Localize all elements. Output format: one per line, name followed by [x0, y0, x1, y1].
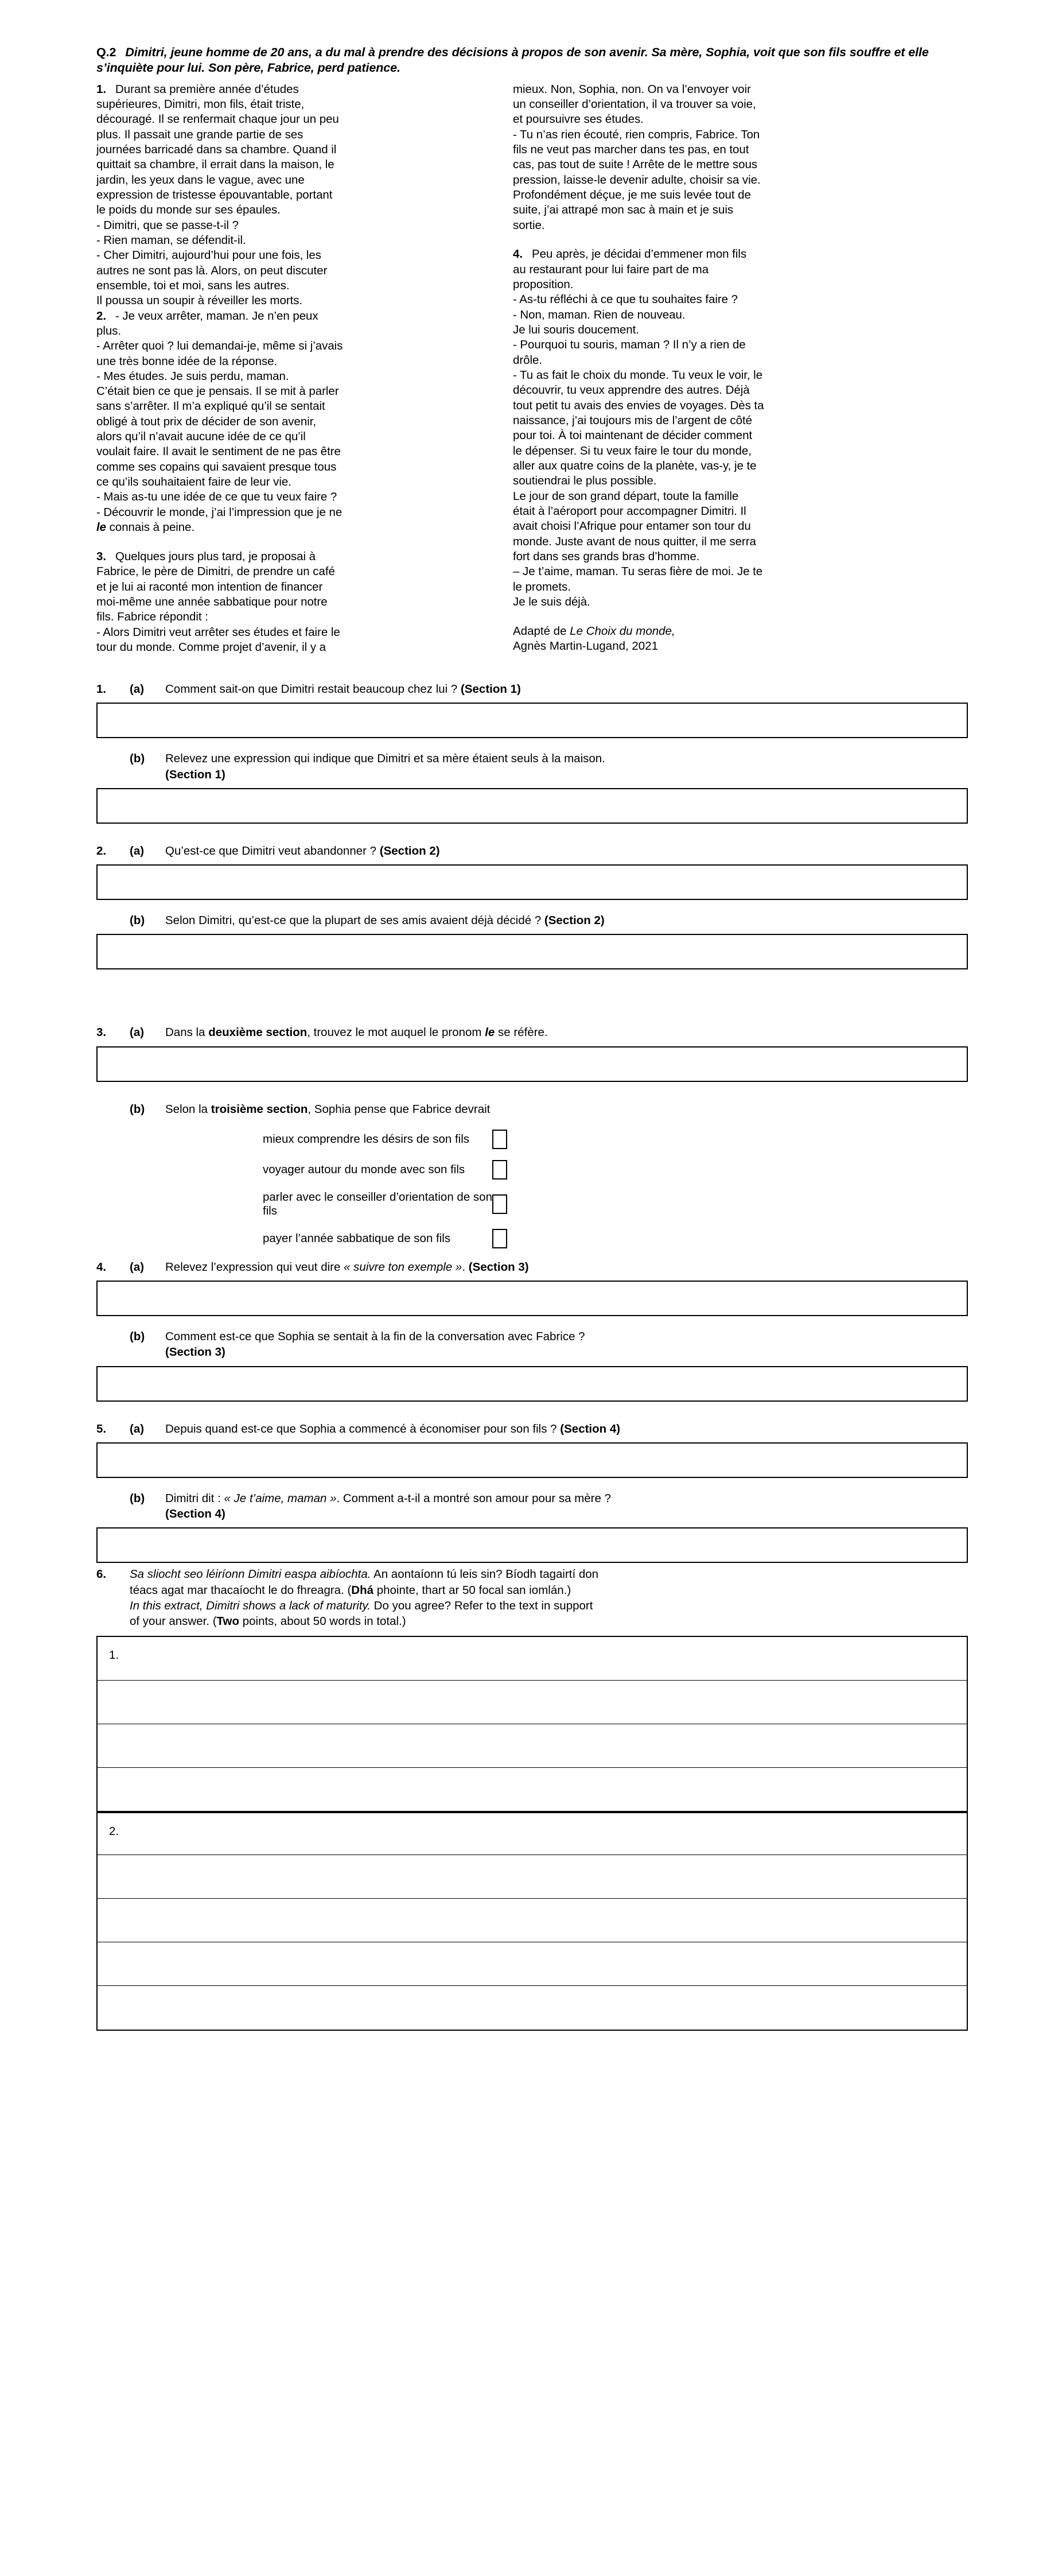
- answer-box-5a[interactable]: [96, 1442, 968, 1478]
- option-row[interactable]: [96, 1130, 968, 1149]
- question-6-english-part2b: points, about 50 words in total.): [239, 1615, 406, 1628]
- question-1-number: 1.: [96, 682, 107, 696]
- checkbox-option-4[interactable]: [492, 1229, 507, 1248]
- option-label-2: voyager autour du monde avec son fils: [263, 1162, 465, 1176]
- section-2-number: 2.: [96, 309, 106, 323]
- answer-row[interactable]: [98, 1855, 967, 1899]
- question-5a-text: [165, 1421, 968, 1437]
- answer-row[interactable]: [98, 1899, 967, 1942]
- answer-row[interactable]: [98, 1986, 967, 2030]
- question-1b-letter: (b): [130, 752, 145, 766]
- question-5a-letter: (a): [130, 1422, 145, 1436]
- section-1-number: 1.: [96, 82, 106, 96]
- option-label-1: mieux comprendre les désirs de son fils: [263, 1132, 470, 1146]
- extract-attribution: [513, 624, 909, 654]
- question-6: [96, 1566, 968, 1629]
- question-5b-letter: (b): [130, 1491, 145, 1505]
- extract-left-column: [96, 82, 492, 655]
- question-2b-section-ref: (Section 2): [544, 914, 605, 928]
- question-5b-text: [165, 1491, 968, 1522]
- answer-row[interactable]: [98, 1942, 967, 1986]
- question-3a-prompt-part3: se réfère.: [495, 1026, 548, 1039]
- answer-box-2a[interactable]: [96, 864, 968, 900]
- question-2a-letter: (a): [130, 844, 145, 858]
- question-3a-section-emphasis: deuxième section: [208, 1026, 308, 1039]
- question-3-number: 3.: [96, 1026, 107, 1039]
- answer-row-point-2[interactable]: [98, 1811, 967, 1855]
- extract-intro-text: Dimitri, jeune homme de 20 ans, a du mal à prendre des décisions à propos de son avenir. Sa mère, Sophia, voit que son fils souffre et elle s’inquiète pour lui. Son père, Fabrice, perd patience.: [96, 45, 929, 75]
- question-2b-text: [165, 913, 968, 928]
- question-4a-text: [165, 1259, 968, 1275]
- question-4a-prompt-part2: .: [462, 1260, 469, 1274]
- question-6-number: 6.: [96, 1568, 107, 1581]
- pronoun-le-highlight: le: [96, 521, 106, 534]
- point-1-label: 1.: [109, 1648, 119, 1662]
- extract-section-1: [96, 82, 492, 309]
- question-3b-options: [96, 1130, 968, 1248]
- question-4a: [96, 1259, 968, 1275]
- question-3a-letter: (a): [130, 1026, 145, 1039]
- extract-question-number: Q.2: [96, 45, 116, 59]
- attribution-prefix: Adapté de: [513, 624, 570, 638]
- question-3b-text: [165, 1101, 968, 1117]
- answer-box-4a[interactable]: [96, 1281, 968, 1316]
- question-2a: [96, 843, 968, 859]
- question-5b-prompt-part2: . Comment a-t-il a montré son amour pour sa mère ?: [336, 1491, 612, 1505]
- answer-box-4b[interactable]: [96, 1366, 968, 1402]
- question-3b-prompt-part1: Selon la: [165, 1102, 211, 1116]
- question-4a-quote: « suivre ton exemple »: [344, 1260, 462, 1274]
- question-4b-text: [165, 1329, 968, 1360]
- question-4a-letter: (a): [130, 1260, 145, 1274]
- answer-row[interactable]: [98, 1724, 967, 1768]
- question-6-irish-statement: Sa sliocht seo léiríonn Dimitri easpa aibíochta.: [130, 1568, 371, 1581]
- question-1a-prompt: Comment sait-on que Dimitri restait beaucoup chez lui ?: [165, 682, 461, 696]
- extract-section-2: [96, 309, 492, 536]
- answer-box-5b[interactable]: [96, 1527, 968, 1563]
- question-6-text: [130, 1566, 968, 1629]
- question-6-answer-table[interactable]: [96, 1636, 968, 2031]
- question-1a-text: [165, 681, 968, 697]
- section-1-body: Durant sa première année d’études supérieures, Dimitri, mon fils, était triste, découragé. Il se renfermait chaque jour un peu plus. Il passait une grande partie de ses journées barricadé dans sa chambre. Quand il quittait sa chambre, il errait dans la maison, le jardin, les yeux dans le vague, avec une expression de tristesse épouvantable, portant le poids du monde sur ses épaules. - Dimitri, que se passe-t-il ? - Rien maman, se défendit-il. - Cher Dimitri, aujourd’hui pour une fois, les autres ne sont pas là. Alors, on peut discuter ensemble, toi et moi, sans les autres. Il poussa un soupir à réveiller les morts.: [96, 82, 339, 308]
- question-1a: [96, 681, 968, 697]
- checkbox-option-1[interactable]: [492, 1130, 507, 1149]
- question-3b: [96, 1101, 968, 1117]
- question-4b-section-ref: (Section 3): [165, 1345, 225, 1359]
- question-6-english-points-emphasis: Two: [216, 1615, 240, 1628]
- answer-box-3a[interactable]: [96, 1046, 968, 1082]
- question-5b: [96, 1491, 968, 1522]
- questions-section: [96, 681, 968, 2031]
- extract-columns: [96, 82, 968, 655]
- question-3a-prompt-part1: Dans la: [165, 1026, 209, 1039]
- extract-intro: [96, 45, 968, 76]
- checkbox-option-2[interactable]: [492, 1160, 507, 1180]
- question-2-number: 2.: [96, 844, 107, 858]
- answer-box-1b[interactable]: [96, 788, 968, 824]
- section-3-number: 3.: [96, 549, 106, 563]
- question-5b-section-ref: (Section 4): [165, 1507, 225, 1521]
- point-2-label: 2.: [109, 1825, 119, 1838]
- question-4b-letter: (b): [130, 1330, 145, 1344]
- question-5a-prompt: Depuis quand est-ce que Sophia a commencé à économiser pour son fils ?: [165, 1422, 561, 1436]
- question-3a-pronoun: le: [485, 1026, 495, 1039]
- option-label-3: parler avec le conseiller d’orientation de son fils: [263, 1190, 492, 1217]
- section-4-body: Peu après, je décidai d’emmener mon fils au restaurant pour lui faire part de ma proposition. - As-tu réfléchi à ce que tu souhaites faire ? - Non, maman. Rien de nouveau. Je lui souris doucement. - Pourquoi tu souris, maman ? Il n’y a rien de drôle. - Tu as fait le choix du monde. Tu veux le voir, le découvrir, tu veux apprendre des autres. Déjà tout petit tu avais des envies de voyages. Dès ta naissance, j’ai toujours mis de l’argent de côté pour toi. À toi maintenant de décider comment le dépenser. Si tu veux faire le tour du monde, aller aux quatre coins de la planète, vas-y, je te soutiendrai le plus possible. Le jour de son grand départ, toute la famille était à l’aéroport pour accompagner Dimitri. Il avait choisi l’Afrique pour entamer son tour du monde. Juste avant de nous quitter, il me serra fort dans ses grands bras d’homme. – Je t’aime, maman. Tu seras fière de moi. Je te le promets. Je le suis déjà.: [513, 247, 764, 608]
- extract-section-3: [96, 549, 492, 655]
- question-6-irish-prompt: An aontaíonn tú leis sin? Bíodh tagairtí don: [371, 1568, 599, 1581]
- question-4b-prompt: Comment est-ce que Sophia se sentait à la fin de la conversation avec Fabrice ?: [165, 1330, 585, 1344]
- extract-section-3-continued: [513, 82, 909, 233]
- option-row[interactable]: [96, 1229, 968, 1248]
- question-2a-text: [165, 843, 968, 859]
- option-label-4: payer l’année sabbatique de son fils: [263, 1231, 451, 1245]
- question-5b-quote: « Je t’aime, maman »: [224, 1491, 337, 1505]
- option-row[interactable]: [96, 1190, 968, 1218]
- answer-row[interactable]: [98, 1768, 967, 1811]
- question-2b-letter: (b): [130, 914, 145, 928]
- question-1b-prompt: Relevez une expression qui indique que Dimitri et sa mère étaient seuls à la maison.: [165, 752, 605, 766]
- section-3-cont-body: mieux. Non, Sophia, non. On va l’envoyer voir un conseiller d’orientation, il va trouver sa voie, et poursuivre ses études. - Tu n’as rien écouté, rien compris, Fabrice. Ton fils ne veut pas marcher dans tes pas, en tout cas, pas tout de suite ! Arrête de le mettre sous pression, laisse-le devenir adulte, choisir sa vie. Profondément déçue, je me suis levée tout de suite, j’ai attrapé mon sac à main et je suis sortie.: [513, 82, 761, 232]
- question-2b-prompt: Selon Dimitri, qu’est-ce que la plupart de ses amis avaient déjà décidé ?: [165, 914, 544, 928]
- question-4a-section-ref: (Section 3): [468, 1260, 529, 1274]
- option-row[interactable]: [96, 1160, 968, 1180]
- answer-row-point-1[interactable]: [98, 1637, 967, 1681]
- checkbox-option-3[interactable]: [492, 1194, 507, 1214]
- question-1b: [96, 751, 968, 782]
- question-6-english-part2a: of your answer. (: [130, 1615, 217, 1628]
- question-3a-prompt-part2: , trouvez le mot auquel le pronom: [307, 1026, 485, 1039]
- question-5a: [96, 1421, 968, 1437]
- section-2-body: - Je veux arrêter, maman. Je n’en peux plus. - Arrêter quoi ? lui demandai-je, même si j’avais une très bonne idée de la réponse. - Mes études. Je suis perdu, maman. C’était bien ce que je pensais. Il se mit à parler sans s’arrêter. Il m’a expliqué qu’il se sentait obligé à tout prix de décider de son avenir, alors qu’il n’avait aucune idée de ce qu’il voulait faire. Il avait le sentiment de ne pas être comme ses copains qui savaient presque tous ce qu’ils souhaitaient faire de leur vie. - Mais as-tu une idée de ce que tu veux faire ? - Découvrir le monde, j’ai l’impression que je ne: [96, 309, 343, 519]
- question-6-irish-points-emphasis: Dhá: [351, 1583, 374, 1597]
- attribution-author: Agnès Martin-Lugand, 2021: [513, 639, 659, 653]
- question-3b-letter: (b): [130, 1102, 145, 1116]
- question-5b-prompt-part1: Dimitri dit :: [165, 1491, 224, 1505]
- question-2a-prompt: Qu’est-ce que Dimitri veut abandonner ?: [165, 844, 380, 858]
- question-5a-section-ref: (Section 4): [560, 1422, 621, 1436]
- attribution-title: Le Choix du monde,: [570, 624, 675, 638]
- question-1b-section-ref: (Section 1): [165, 767, 225, 781]
- question-3b-prompt-part2: , Sophia pense que Fabrice devrait: [308, 1102, 491, 1116]
- question-3a: [96, 1025, 968, 1040]
- question-5-number: 5.: [96, 1422, 107, 1436]
- answer-box-2b[interactable]: [96, 934, 968, 969]
- question-3b-section-emphasis: troisième section: [211, 1102, 308, 1116]
- question-1a-letter: (a): [130, 682, 145, 696]
- question-4b: [96, 1329, 968, 1360]
- section-4-number: 4.: [513, 247, 523, 261]
- question-6-irish-part2b: phointe, thart ar 50 focal san iomlán.): [373, 1583, 571, 1597]
- question-1b-text: [165, 751, 968, 782]
- extract-section-4: [513, 247, 909, 610]
- question-6-irish-part2a: téacs agat mar thacaíocht le do fhreagra. (: [130, 1583, 352, 1597]
- answer-box-1a[interactable]: [96, 703, 968, 738]
- section-2-tail: connais à peine.: [106, 521, 195, 534]
- extract-right-column: [513, 82, 909, 654]
- question-2b: [96, 913, 968, 928]
- question-4a-prompt-part1: Relevez l’expression qui veut dire: [165, 1260, 344, 1274]
- question-3a-text: [165, 1025, 968, 1040]
- extract-intro-block: [96, 45, 968, 76]
- section-3-body: Quelques jours plus tard, je proposai à Fabrice, le père de Dimitri, de prendre un café et je lui ai raconté mon intention de financer moi-même une année sabbatique pour notre fils. Fabrice répondit : - Alors Dimitri veut arrêter ses études et faire le tour du monde. Comme projet d’avenir, il y a: [96, 549, 340, 654]
- question-6-english-prompt: Do you agree? Refer to the text in support: [370, 1599, 593, 1612]
- question-1a-section-ref: (Section 1): [461, 682, 521, 696]
- question-2a-section-ref: (Section 2): [379, 844, 440, 858]
- answer-row[interactable]: [98, 1681, 967, 1724]
- question-6-english-statement: In this extract, Dimitri shows a lack of maturity.: [130, 1599, 371, 1612]
- question-4-number: 4.: [96, 1260, 107, 1274]
